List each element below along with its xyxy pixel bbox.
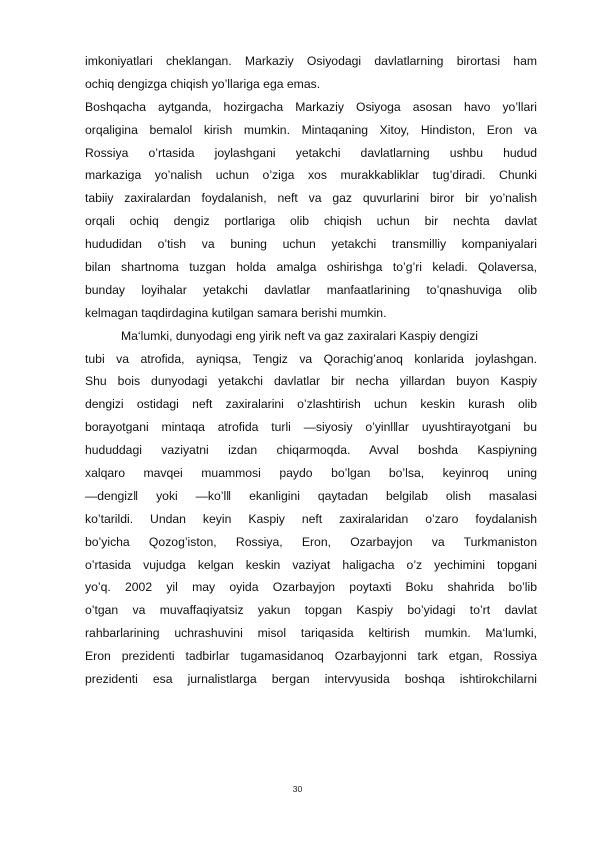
text-line: rahbarlarining uchrashuvini misol tariqasida keltirish mumkin. Ma‘lumki,: [85, 626, 537, 641]
text-line: Boshqacha aytganda, hozirgacha Markaziy Osiyoga asosan havo yo’llari: [85, 99, 537, 114]
text-line: kelmagan taqdirdagina kutilgan samara berishi mumkin.: [85, 305, 387, 320]
text-line: prezidenti esa jurnalistlarga bergan intervyusida boshqa ishtirokchilarni: [85, 672, 537, 687]
text-line: Ma‘lumki, dunyodagi eng yirik neft va gaz zaxiralari Kaspiy dengizi: [121, 328, 478, 343]
text-line: Eron prezidenti tadbirlar tugamasidanoq Ozarbayjonni tark etgan, Rossiya: [85, 649, 537, 664]
page-number: 30: [292, 784, 303, 794]
text-line: bilan shartnoma tuzgan holda amalga oshirishga to’g’ri keladi. Qolaversa,: [85, 260, 537, 275]
text-line: borayotgani mintaqa atrofida turli ―siyosiy o’yinlǁar uyushtirayotgani bu: [85, 420, 537, 435]
body-text: [85, 50, 537, 691]
text-line: orqaligina bemalol kirish mumkin. Mintaqaning Xitoy, Hindiston, Eron va: [85, 122, 537, 137]
text-line: o’rtasida vujudga kelgan keskin vaziyat haligacha o’z yechimini topgani: [85, 557, 537, 572]
text-line: Shu bois dunyodagi yetakchi davlatlar bir necha yillardan buyon Kaspiy: [85, 374, 537, 389]
text-line: dengizi ostidagi neft zaxiralarini o’zlashtirish uchun keskin kurash olib: [85, 397, 537, 412]
text-line: o’tgan va muvaffaqiyatsiz yakun topgan Kaspiy bo’yidagi to’rt davlat: [85, 603, 537, 618]
text-line: bo’yicha Qozog’iston, Rossiya, Eron, Ozarbayjon va Turkmaniston: [85, 534, 537, 549]
text-line: Rossiya o’rtasida joylashgani yetakchi davlatlarning ushbu hudud: [85, 145, 537, 160]
text-line: markaziga yo’nalish uchun o’ziga xos murakkabliklar tug’diradi. Chunki: [85, 168, 537, 183]
text-line: imkoniyatlari cheklangan. Markaziy Osiyodagi davlatlarning birortasi ham: [85, 54, 537, 68]
text-line: xalqaro mavqei muammosi paydo bo’lgan bo’lsa, keyinroq uning: [85, 466, 537, 481]
text-line: tabiiy zaxiralardan foydalanish, neft va gaz quvurlarini biror bir yo’nalish: [85, 191, 537, 206]
text-line: yo’q. 2002 yil may oyida Ozarbayjon poytaxti Boku shahrida bo’lib: [85, 580, 537, 595]
text-line: hududidan o’tish va buning uchun yetakchi transmilliy kompaniyalari: [85, 237, 537, 252]
text-line: tubi va atrofida, ayniqsa, Tengiz va Qorachig’anoq konlarida joylashgan.: [85, 351, 537, 366]
text-line: ochiq dengizga chiqish yo’llariga ega emas.: [85, 76, 321, 91]
text-line: ko’tarildi. Undan keyin Kaspiy neft zaxiralaridan o’zaro foydalanish: [85, 511, 537, 526]
text-line: ―dengizǁ yoki ―ko’lǁ ekanligini qaytadan belgilab olish masalasi: [85, 488, 537, 503]
text-line: bunday loyihalar yetakchi davlatlar manfaatlarining to’qnashuviga olib: [85, 282, 537, 297]
text-line: hududdagi vaziyatni izdan chiqarmoqda. Avval boshda Kaspiyning: [85, 443, 537, 458]
text-line: orqali ochiq dengiz portlariga olib chiqish uchun bir nechta davlat: [85, 214, 537, 229]
